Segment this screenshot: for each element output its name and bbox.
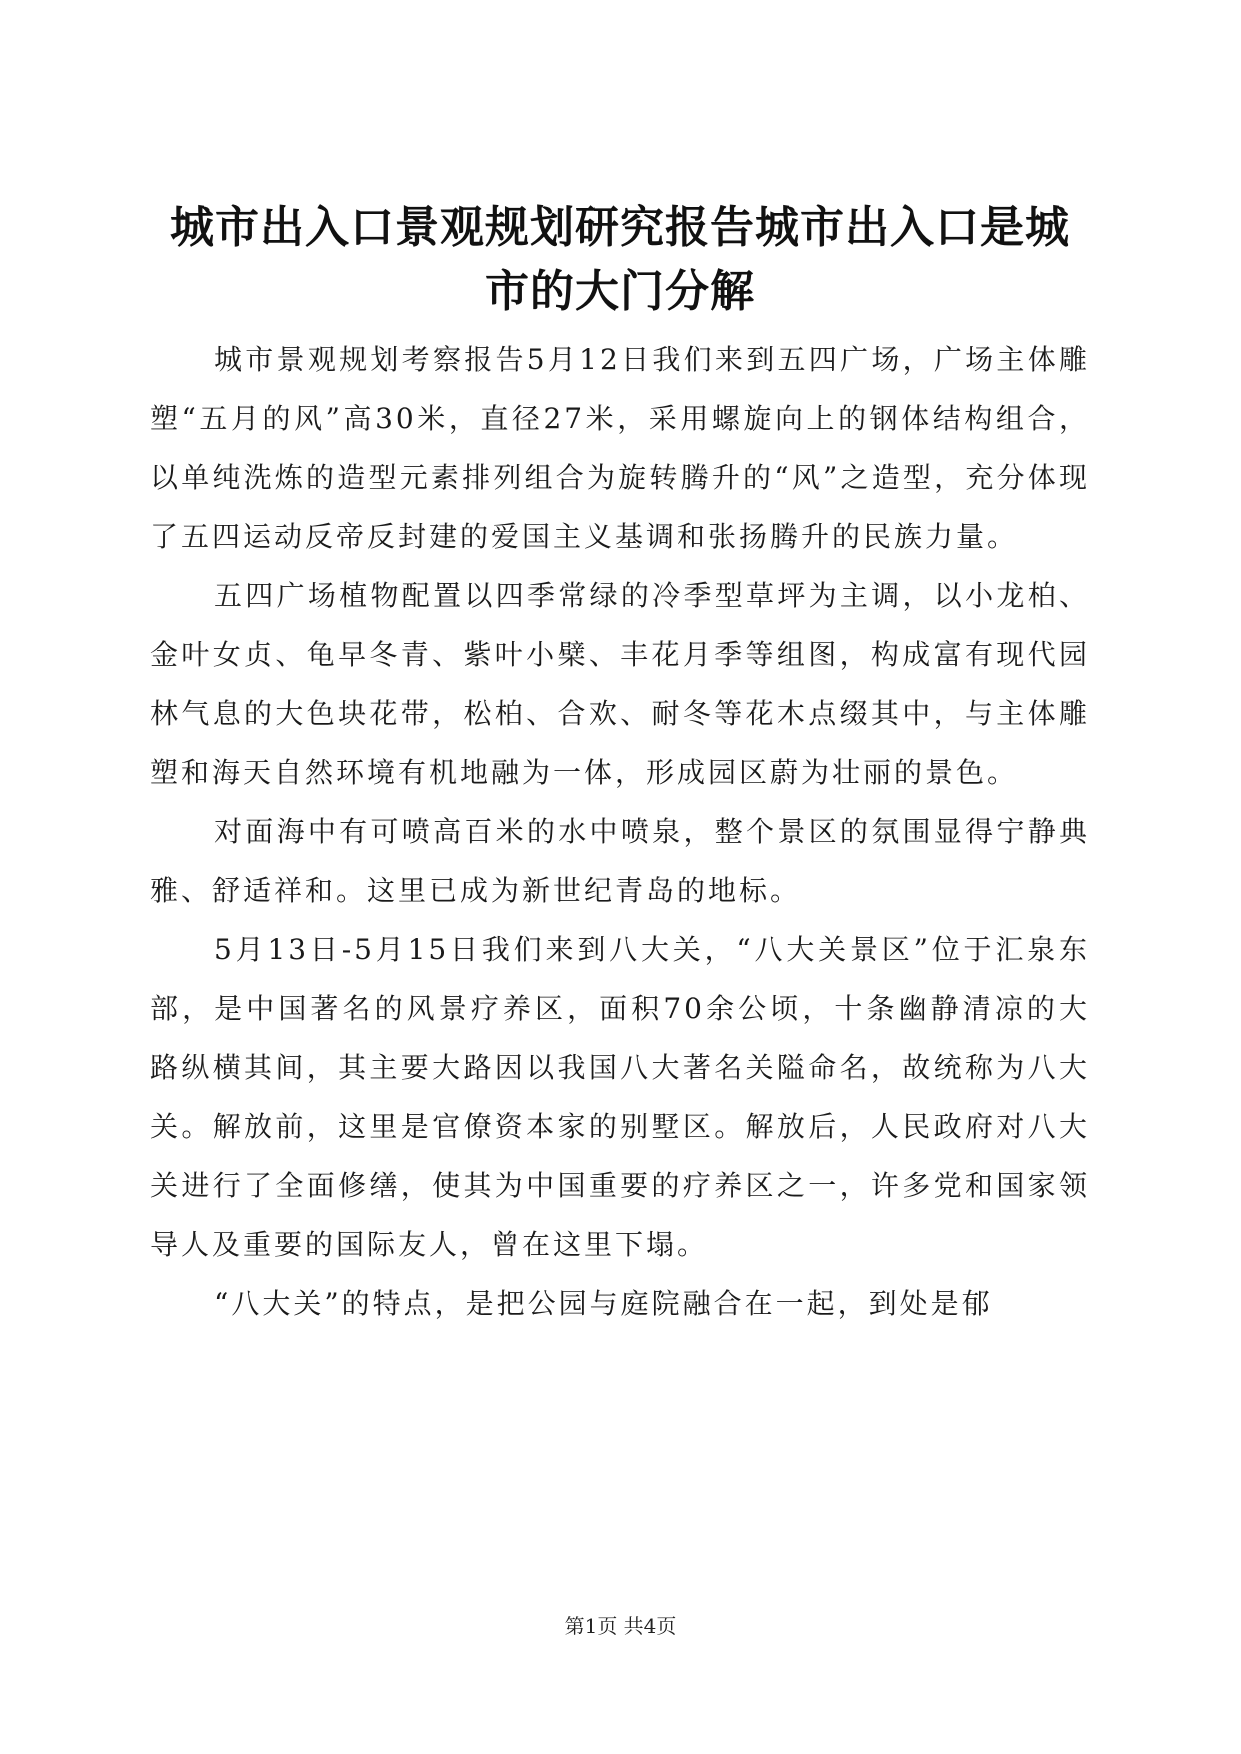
paragraph: 对面海中有可喷高百米的水中喷泉，整个景区的氛围显得宁静典雅、舒适祥和。这里已成为新世纪青岛的地标。 [150,815,1090,907]
paragraph: 城市景观规划考察报告5月12日我们来到五四广场，广场主体雕塑“五月的风”高30米，直径27米，采用螺旋向上的钢体结构组合，以单纯洗炼的造型元素排列组合为旋转腾升的“风”之造型，充分体现了五四运动反帝反封建的爱国主义基调和张扬腾升的民族力量。 [150,343,1090,553]
document-body [150,330,1090,1333]
paragraph: “八大关”的特点，是把公园与庭院融合在一起，到处是郁 [214,1287,993,1320]
paragraph: 5月13日-5月15日我们来到八大关，“八大关景区”位于汇泉东部，是中国著名的风景疗养区，面积70余公顷，十条幽静清凉的大路纵横其间，其主要大路因以我国八大著名关隘命名，故统称为八大关。解放前，这里是官僚资本家的别墅区。解放后，人民政府对八大关进行了全面修缮，使其为中国重要的疗养区之一，许多党和国家领导人及重要的国际友人，曾在这里下塌。 [150,933,1090,1261]
page-number-footer: 第1页 共4页 [564,1614,677,1638]
paragraph: 五四广场植物配置以四季常绿的冷季型草坪为主调，以小龙柏、金叶女贞、龟早冬青、紫叶小檗、丰花月季等组图，构成富有现代园林气息的大色块花带，松柏、合欢、耐冬等花木点缀其中，与主体雕塑和海天自然环境有机地融为一体，形成园区蔚为壮丽的景色。 [150,579,1090,789]
document-title: 城市出入口景观规划研究报告城市出入口是城市的大门分解 [170,202,1070,317]
